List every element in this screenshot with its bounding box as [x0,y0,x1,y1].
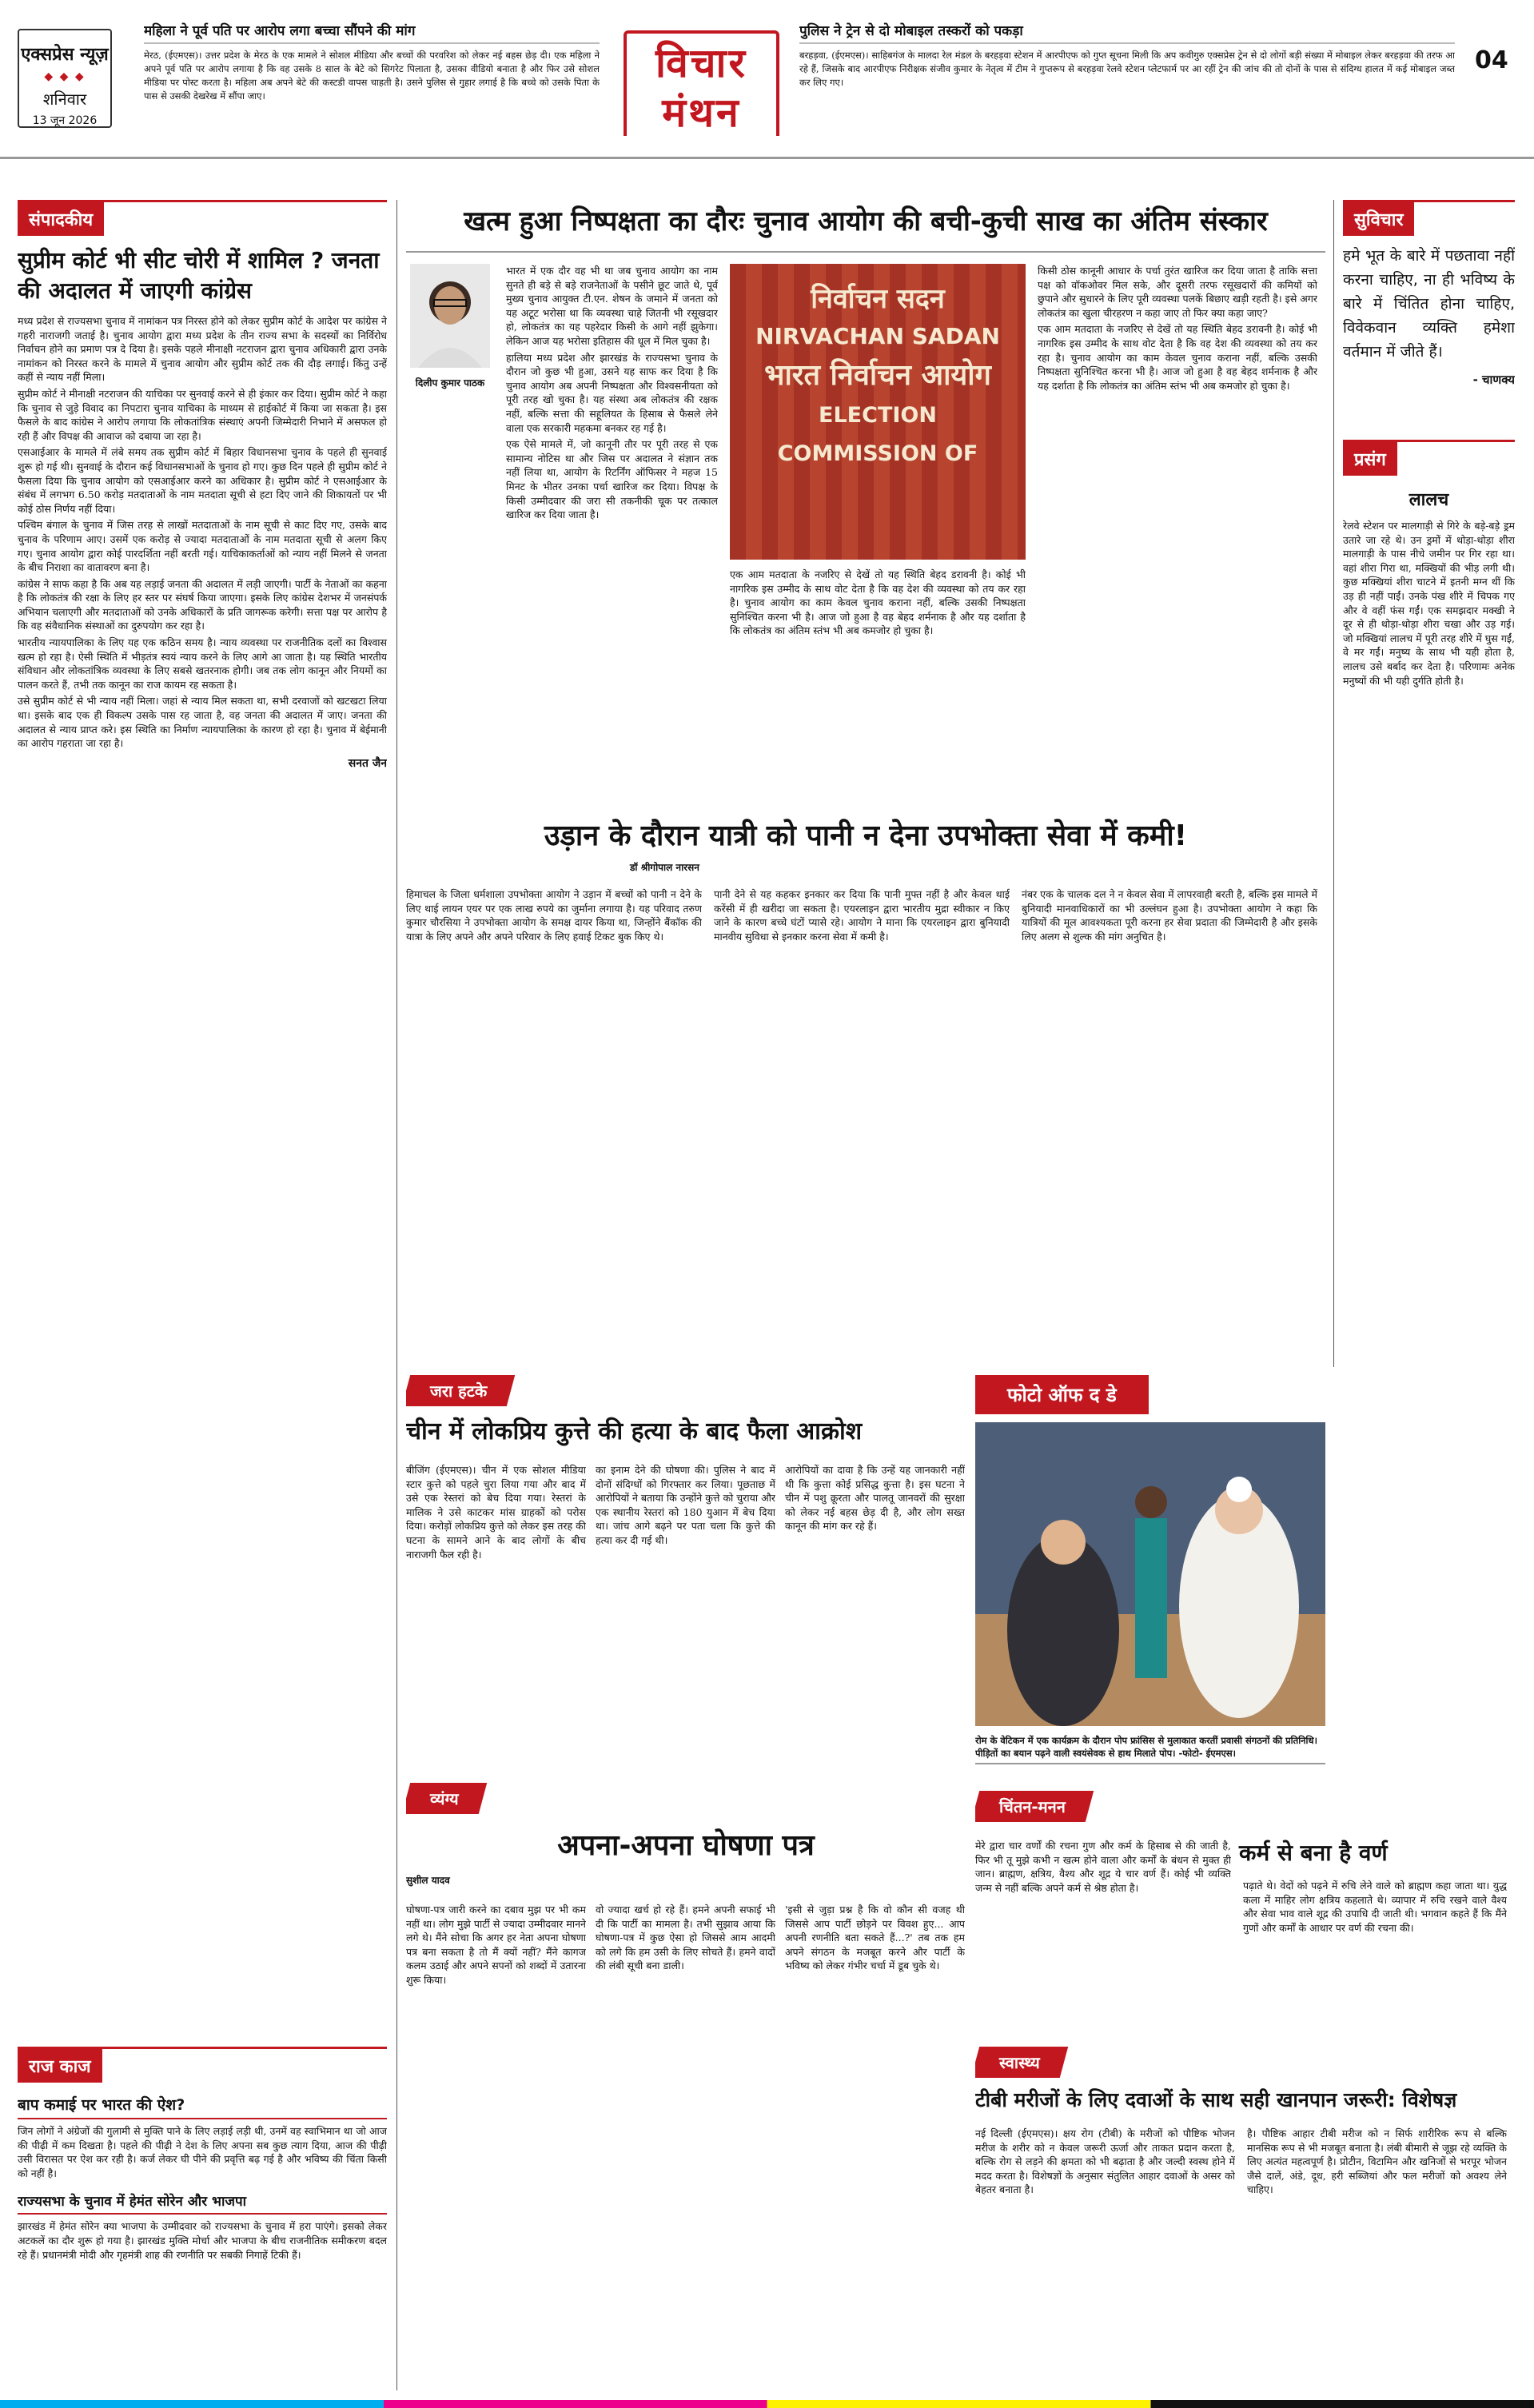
brief-body: बरहड़वा, (ईएमएस)। साहिबगंज के मालदा रेल मंडल के बरहड़वा स्टेशन में आरपीएफ को गुप्त सूचना मिली कि अप कवीगुरु एक्सप्रेस ट्रेन से दो लोगों बड़ी संख्या में मोबाइल लेकर बरहड़वा की तरफ आ रहे हैं, जिसके बाद आरपीएफ निरीक्षक संजीव कुमार के नेतृत्व में टीम ने गुप्तरूप से बरहड़वा रेलवे स्टेशन प्लेटफार्म पर आ रहीं ट्रेन की जांच की तो दोनों के पास से संदिग्ध हालत में कई मोबाइल जब्त कर लिए गए। [799,50,1455,88]
editorial-paragraph: कांग्रेस ने साफ कहा है कि अब यह लड़ाई जनता की अदालत में लड़ी जाएगी। पार्टी के नेताओं का कहना है कि लोकतंत्र की रक्षा के लिए हर स्तर पर संघर्ष किया जाएगा। इसके लिए कांग्रेस देशभर में जनसंपर्क अभियान चलाएगी और मतदाताओं को उनके अधिकारों के प्रति जागरूक करेगी। सत्ता पक्ष पर आरोप है कि वह संवैधानिक संस्थाओं का दुरुपयोग कर रहा है। [18,577,387,632]
chintan-label-text: चिंतन-मनन [999,1797,1066,1816]
jara-hatke-col-1 [406,1463,586,1743]
editorial-paragraph: सुप्रीम कोर्ट ने मीनाक्षी नटराजन की याचिका पर सुनवाई करने से ही इंकार कर दिया। सुप्रीम कोर्ट ने कहा कि चुनाव से जुड़े विवाद का निपटारा चुनाव याचिका के माध्यम से हाईकोर्ट में किया जा सकता है। इस फैसले के बाद कांग्रेस ने आरोप लगाया कि लोकतांत्रिक संस्थाएं अपनी जिम्मेदारी निभाने में असफल हो रही हैं और विपक्ष की आवाज को दबाया जा रहा है। [18,387,387,442]
brief-left [144,22,600,136]
editorial-author: सनत जैन [348,756,387,770]
suvichar [1343,200,1515,432]
jara-hatke-paragraph: बीजिंग (ईएमएस)। चीन में एक सोशल मीडिया स्टार कुत्ते को पहले चुरा लिया गया और बाद में उसे एक रेस्तरां को बेच दिया गया। रेस्तरां के मालिक ने उसे काटकर मांस ग्राहकों को परोस दिया। करोड़ों लोकप्रिय कुत्ते को लेकर इस तरह की घटना के सामने आने के बाद लोगों के बीच नाराजगी फैल रही है। [406,1464,586,1561]
consumer-col-3 [1022,887,1317,1351]
building-line-4: ELECTION COMMISSION OF [777,403,978,466]
vyangya-paragraph: 'इसी से जुड़ा प्रश्न है कि वो कौन सी वजह थी जिससे आप पार्टी छोड़ने पर विवश हुए... आप अपनी रणनीति बता सकते हैं...?' तब तक हम अपने संगठन के मजबूत करने और पार्टी के भविष्य को लेकर गंभीर चर्चा में डूब चुके थे। [785,1904,965,1972]
issue-day: शनिवार [42,90,87,109]
building-line-1: निर्वाचन सदन [811,283,945,315]
vyangya-col-2 [596,1903,775,2390]
masthead [0,0,1534,136]
consumer-paragraph: नंबर एक के चालक दल ने न केवल सेवा में लापरवाही बरती है, बल्कि इस मामले में बुनियादी मानवाधिकारों का भी उल्लंघन हुआ है। उपभोक्ता आयोग ने कहा कि यात्रियों की मूल आवश्यकता पूरी करना हर सेवा प्रदाता की जिम्मेदारी है और इसके लिए अलग से शुल्क की मांग अनुचित है। [1022,888,1317,943]
editorial-headline: सुप्रीम कोर्ट भी सीट चोरी में शामिल ? जनता की अदालत में जाएगी कांग्रेस [18,247,380,304]
vyangya-label [406,1783,487,1814]
election-commission-photo [730,264,1026,560]
health [975,2047,1511,2398]
raj-kaaj-item-title: राज्यसभा के चुनाव में हेमंत सोरेन और भाजपा [18,2191,387,2215]
chintan-manan [975,1791,1511,2031]
consumer-col-2 [714,887,1010,1351]
editorial-paragraph: उसे सुप्रीम कोर्ट से भी न्याय नहीं मिला। जहां से न्याय मिल सकता था, सभी दरवाजों को खटखटा लिया था। इसके बाद एक ही विकल्प उसके पास रह जाता है, वह जनता की अदालत में जाए। जनता की अदालत से न्याय प्राप्त करे। इस स्थिति का निर्माण न्यायपालिका के कारण हो रहा है। चुनाव में बेईमानी का आरोप गहराता जा रहा है। [18,695,387,750]
raj-kaaj-item-body: जिन लोगों ने अंग्रेजों की गुलामी से मुक्ति पाने के लिए लड़ाई लड़ी थी, उनमें वह स्वाभिमान था जो आज की पीढ़ी में कम दिखता है। पहले की पीढ़ी ने देश के लिए अपना सब कुछ त्याग दिया, आज की पीढ़ी उसी विरासत पर ऐश कर रही है। कर्ज लेकर घी पीने की प्रवृत्ति बढ़ गई है और भविष्य की चिंता किसी को नहीं है। [18,2125,387,2179]
photo-label: फोटो ऑफ द डे [975,1375,1149,1414]
chintan-col-2 [1243,1879,1507,2023]
chintan-headline: कर्म से बना है वर्ण [1239,1840,1388,1866]
chintan-col-1 [975,1839,1231,2023]
lead-paragraph: किसी ठोस कानूनी आधार के पर्चा तुरंत खारिज कर दिया जाता है ताकि सत्ता पक्ष को वॉकओवर मिल सके, और दूसरी तरफ रसूखदारों की कमियों को छुपाने और सुधारने के लिए पूरी व्यवस्था पलकें बिछाए खड़ी रहती है। इसे अगर लोकतंत्र का खुला चीरहरण न कहा जाए तो फिर क्या कहा जाए? [1038,265,1317,319]
author-portrait-icon [410,264,490,368]
vyangya-author: सुशील यादव [406,1875,450,1886]
jara-hatke-label-text: जरा हटके [430,1381,488,1401]
vyangya-col-1 [406,1903,586,2390]
color-registration-strip [0,2400,1534,2408]
health-label-text: स्वास्थ्य [999,2053,1040,2072]
vyangya-paragraph: वो ज्यादा खर्च हो रहे हैं। हमने अपनी सफाई भी दी कि पार्टी का मामला है। तभी सुझाव आया कि घोषणा-पत्र में कुछ ऐसा हो जिससे आम आदमी को लगे कि हम उसी के लिए सोचते हैं। हमने वादों की लंबी सूची बना डाली। [596,1904,775,1972]
editorial-paragraph: पश्चिम बंगाल के चुनाव में जिस तरह से लाखों मतदाताओं के नाम सूची से काट दिए गए, उसके बाद चुनाव के परिणाम आए। उसमें एक करोड़ से ज्यादा मतदाताओं के नाम मतदाता सूची से अलग किए गए। चुनाव आयोग द्वारा कोई पारदर्शिता नहीं बरती गई। याचिकाकर्ताओं को न्याय नहीं मिलने से जनता के बीच निराशा का वातावरण बना है। [18,519,387,574]
lead-author-name: दिलीप कुमार पाठक [415,377,485,389]
jara-hatke-col-3 [785,1463,965,1743]
vyangya-headline: अपना-अपना घोषणा पत्र [557,1829,815,1862]
consumer-story [406,815,1325,1359]
jara-hatke-paragraph: का इनाम देने की घोषणा की। पुलिस ने बाद में दोनों संदिग्धों को गिरफ्तार कर लिया। पूछताछ में आरोपियों ने बताया कि उन्होंने कुत्ते को चुराया और एक स्थानीय रेस्तरां को 180 युआन में बेच दिया था। जांच आगे बढ़ने पर पता चला कि कुत्ते की हत्या कर दी गई थी। [596,1464,775,1546]
prasang-headline: लालच [1408,490,1449,510]
consumer-author: डॉ श्रीगोपाल नारसन [630,862,699,873]
health-col-2 [1247,2127,1507,2390]
building-line-2: NIRVACHAN SADAN [755,323,1000,349]
photo-caption: रोम के वेटिकन में एक कार्यक्रम के दौरान पोप फ्रांसिस से मुलाकात करतीं प्रवासी संगठनों की प्रतिनिधि। पीड़ितों का बयान पढ़ने वाली स्वयंसेवक से हाथ मिलाते पोप। -फोटो- ईएमएस। [975,1734,1325,1764]
photo-of-the-day [975,1375,1325,1775]
issue-date: 13 जून 2026 [32,114,98,127]
editorial-label: संपादकीय [18,202,104,236]
jara-hatke-col-2 [596,1463,775,1743]
brand-name: एक्सप्रेस न्यूज़ [21,45,109,65]
vyangya-label-text: व्यंग्य [430,1789,459,1808]
suvichar-label: सुविचार [1343,202,1414,236]
lead-paragraph: एक ऐसे मामले में, जो कानूनी तौर पर पूरी तरह से एक सामान्य नोटिस था और जिस पर अदालत ने संज्ञान तक नहीं लिया था, आयोग के रिटर्निंग ऑफिसर ने महज 15 मिनट के भीतर उनका पर्चा खारिज कर दिया। विपक्ष के किसी उम्मीदवार की जरा सी तकनीकी चूक पर तत्काल खारिज कर दिया जाता है। [506,438,718,521]
vyangya-paragraph: घोषणा-पत्र जारी करने का दबाव मुझ पर भी कम नहीं था। लोग मुझे पार्टी से ज्यादा उम्मीदवार मानने लगे थे। मैंने सोचा कि अगर हर नेता अपना घोषणा पत्र बना सकता है तो मैं क्यों नहीं? मैंने कागज कलम उठाई और अपने सपनों को शब्दों में उतारना शुरू किया। [406,1904,586,1986]
brief-title: पुलिस ने ट्रेन से दो मोबाइल तस्करों को पकड़ा [799,22,1455,44]
brief-body: मेरठ, (ईएमएस)। उत्तर प्रदेश के मेरठ के एक मामले ने सोशल मीडिया और बच्चों की परवरिश को लेकर नई बहस छेड़ दी। एक महिला ने अपने पूर्व पति पर आरोप लगाया है कि वह उसके 8 साल के बेटे को सिगरेट पिलाता है, उसका वीडियो बनाता है और फिर उसे सोशल मीडिया पर पोस्ट करता है। महिला अब अपने बेटे की कस्टडी वापस चाहती है। उसने पुलिस से गुहार लगाई है कि बच्चे को उसके पिता के पास से उसकी देखरेख में सौंपा जाए। [144,50,600,102]
lead-col-3 [1038,264,1317,847]
chintan-label [975,1791,1094,1822]
vyangya-col-3 [785,1903,965,2390]
health-col-1 [975,2127,1235,2390]
lead-paragraph: हालिया मध्य प्रदेश और झारखंड के राज्यसभा चुनाव के दौरान जो कुछ भी हुआ, उसने यह साफ कर दिया है कि चुनाव आयोग अब अपनी निष्पक्षता और विश्वसनीयता को पूरी तरह खो चुका है। यह संस्था अब लोकतंत्र की रक्षक नहीं, बल्कि सत्ता की सहूलियत के हिसाब से फैसले लेने वाला एक सरकारी महकमा बनकर रह गई है। [506,351,718,434]
consumer-paragraph: हिमाचल के जिला धर्मशाला उपभोक्ता आयोग ने उड़ान में बच्चों को पानी न देने के लिए थाई लायन एयर पर एक लाख रुपये का जुर्माना लगाया है। यह परिवाद तरुण कुमार चौरसिया ने उपभोक्ता आयोग के समक्ष दायर किया था, जिन्होंने बैंकॉक की यात्रा के लिए अपने और अपने परिवार के लिए हवाई टिकट बुक किए थे। [406,888,702,943]
vyangya [406,1783,966,2398]
building-line-3: भारत निर्वाचन आयोग [764,359,991,392]
brand-dots-icon: ◆ ◆ ◆ [44,70,86,83]
prasang-text: रेलवे स्टेशन पर मालगाड़ी से गिरे के बड़े-बड़े ड्रम उतारे जा रहे थे। उन ड्रमों में थोड़ा-थोड़ा शीरा मालगाड़ी के पास नीचे जमीन पर गिर रहा था। वहां शीरा गिरा था, मक्खियों की भीड़ लगी थी। कुछ मक्खियां शीरा चाटने में इतनी मग्न थीं कि उड़ ही नहीं पाईं। उनके पंख शीरे में चिपक गए और वे वहीं फंस गईं। एक समझदार मक्खी ने दूर से ही थोड़ा-थोड़ा शीरा चखा और उड़ गई। जो मक्खियां लालच में पूरी तरह शीरे में घुस गईं, वे मर गईं। मनुष्य के साथ भी यही होता है, लालच उसे बर्बाद कर देता है। परिणामः अनेक मनुष्यों की भी यही दुर्गति होती है। [1343,520,1515,687]
logo-line-2: मंथन [662,90,741,136]
suvichar-author: - चाणक्य [1472,373,1515,387]
raj-kaaj [18,2047,387,2398]
lead-author [406,264,494,432]
raj-kaaj-item-title: बाप कमाई पर भारत की ऐश? [18,2094,387,2119]
raj-kaaj-label: राज काज [18,2049,102,2083]
health-label [975,2047,1068,2078]
raj-kaaj-item-body: झारखंड में हेमंत सोरेन क्या भाजपा के उम्मीदवार को राज्यसभा के चुनाव में हरा पाएंगे। इसको लेकर अटकलें का दौर शुरू हो गया है। झारखंड मुक्ति मोर्चा और भाजपा के बीच राजनीतिक समीकरण बदल रहे हैं। प्रधानमंत्री मोदी और गृहमंत्री शाह की रणनीति पर सबकी निगाहें टिकी हैं। [18,2220,387,2261]
column-divider [1333,200,1334,1367]
jara-hatke-paragraph: आरोपियों का दावा है कि उन्हें यह जानकारी नहीं थी कि कुत्ता कोई प्रसिद्ध कुत्ता है। इस घटना ने चीन में पशु क्रूरता और पालतू जानवरों की सुरक्षा को लेकर नई बहस छेड़ दी है, और लोग सख्त कानून की मांग कर रहे हैं। [785,1464,965,1533]
editorial [18,200,387,2031]
suvichar-text: हमे भूत के बारे में पछतावा नहीं करना चाहिए, ना ही भविष्य के बारे में चिंतित होना चाहिए, विवेकवान व्यक्ति हमेशा वर्तमान में जीते हैं। [1343,247,1515,361]
jara-hatke-label [406,1375,515,1406]
lead-col-1 [506,264,718,847]
masthead-divider [0,157,1534,159]
column-divider [396,200,397,2390]
consumer-headline: उड़ान के दौरान यात्री को पानी न देना उपभोक्ता सेवा में कमी! [544,819,1188,852]
brief-title: महिला ने पूर्व पति पर आरोप लगा बच्चा सौंपने की मांग [144,22,600,44]
consumer-paragraph: पानी देने से यह कहकर इनकार कर दिया कि पानी मुफ्त नहीं है और केवल थाई करेंसी में ही खरीदा जा सकता है। एयरलाइन द्वारा भारतीय मुद्रा स्वीकार न किए जाने के कारण बच्चे घंटों प्यासे रहे। आयोग ने माना कि एयरलाइन द्वारा बुनियादी मानवीय सुविधा से इनकार करना सेवा में कमी है। [714,888,1010,943]
health-paragraph: नई दिल्ली (ईएमएस)। क्षय रोग (टीबी) के मरीजों को पौष्टिक भोजन मरीज के शरीर को न केवल जरूरी ऊर्जा और ताकत प्रदान करता है, बल्कि रोग से लड़ने की क्षमता को भी बढ़ाता है और जल्दी स्वस्थ होने में मदद करता है। विशेषज्ञों के अनुसार संतुलित आहार दवाओं के असर को बेहतर बनाता है। [975,2127,1235,2196]
prasang [1343,440,1515,1367]
brief-right [799,22,1455,136]
editorial-body [18,314,387,751]
lead-paragraph: भारत में एक दौर वह भी था जब चुनाव आयोग का नाम सुनते ही बड़े से बड़े राजनेताओं के पसीने छूट जाते थे, पूर्व मुख्य चुनाव आयुक्त टी.एन. शेषन के जमाने में जनता को यह अटूट भरोसा था कि व्यवस्था चाहे जितनी भी रसूखदार हो, लोकतंत्र का यह पहरेदार किसी के आगे नहीं झुकेगा। लेकिन आज यह भरोसा इतिहास की धूल में मिल चुका है। [506,265,718,347]
lead-paragraph: एक आम मतदाता के नजरिए से देखें तो यह स्थिति बेहद डरावनी है। कोई भी नागरिक इस उम्मीद के साथ वोट देता है कि वह देश की व्यवस्था को तय कर रहा है। चुनाव आयोग का काम केवल चुनाव कराना नहीं, बल्कि उसकी निष्पक्षता सुनिश्चित करना भी है। आज जो हुआ है वह बेहद शर्मनाक है और यह दर्शाता है कि लोकतंत्र का अंतिम स्तंभ भी अब कमजोर हो चुका है। [1038,323,1317,392]
logo-line-1: विचार [655,40,747,86]
editorial-paragraph: भारतीय न्यायपालिका के लिए यह एक कठिन समय है। न्याय व्यवस्था पर राजनीतिक दलों का विश्वास खत्म हो रहा है। ऐसी स्थिति में भीड़तंत्र स्वयं न्याय करने के लिए आगे आ जाता है। यह स्थिति भारतीय संविधान और लोकतांत्रिक व्यवस्था के लिए सबसे खतरनाक होगी। जब तक लोग कानून और नियमों का पालन करते हैं, तभी तक कानून का राज कायम रह सकता है। [18,636,387,691]
editorial-paragraph: मध्य प्रदेश से राज्यसभा चुनाव में नामांकन पत्र निरस्त होने को लेकर सुप्रीम कोर्ट के आदेश पर कांग्रेस ने गहरी नाराजगी जताई है। चुनाव आयोग द्वारा मध्य प्रदेश के तीन राज्य सभा के सदस्यों का निर्विरोध निर्वाचन होने का प्रमाण पत्र दे दिया है। इसके पहले मीनाक्षी नटराजन द्वारा चुनाव अधिकारी द्वारा उनके नामांकन को निरस्त करने के मामले में चुनाव आयोग और सुप्रीम कोर्ट तक की दौड़ लगाई। किंतु उन्हें कहीं से न्याय नहीं मिला। [18,315,387,384]
chintan-paragraph: मेरे द्वारा चार वर्णों की रचना गुण और कर्म के हिसाब से की जाती है, फिर भी तू मुझे कभी न खत्म होने वाला और कर्मों के बंधन से मुक्त ही जान। ब्राह्मण, क्षत्रिय, वैश्य और शूद्र ये चार वर्ण हैं। कोई भी व्यक्ति जन्म से नहीं बल्कि अपने कर्म से श्रेष्ठ होता है। [975,1840,1231,1894]
brand-box [18,29,112,128]
section-logo [624,30,779,136]
lead-headline: खत्म हुआ निष्पक्षता का दौरः चुनाव आयोग की बची-कुची साख का अंतिम संस्कार [406,200,1325,253]
building-signage [738,280,1018,473]
editorial-paragraph: एसआईआर के मामले में लंबे समय तक सुप्रीम कोर्ट में बिहार विधानसभा चुनाव के पहले ही सुनवाई शुरू हो गई थी। सुनवाई के दौरान कई विधानसभाओं के चुनाव हो गए। कुछ दिन पहले ही सुप्रीम कोर्ट ने फैसला दिया कि चुनाव आयोग को एसआईआर करने का अधिकार है। सुप्रीम कोर्ट ने एसआईआर के संबंध में लगभग 6.50 करोड़ मतदाताओं के नाम मतदाता सूची से हटा दिए जाने की शिकायतों पर भी कोई ठोस निर्णय नहीं दिया। [18,446,387,515]
lead-paragraph: एक आम मतदाता के नजरिए से देखें तो यह स्थिति बेहद डरावनी है। कोई भी नागरिक इस उम्मीद के साथ वोट देता है कि वह देश की व्यवस्था को तय कर रहा है। चुनाव आयोग का काम केवल चुनाव कराना नहीं, बल्कि उसकी निष्पक्षता सुनिश्चित करना भी है। आज जो हुआ है वह बेहद शर्मनाक है और यह दर्शाता है कि लोकतंत्र का अंतिम स्तंभ भी अब कमजोर हो चुका है। [730,568,1026,637]
page-number: 04 [1475,46,1508,74]
chintan-paragraph: पढ़ाते थे। वेदों को पढ़ने में रुचि लेने वाले को ब्राह्मण कहा जाता था। युद्ध कला में माहिर लोग क्षत्रिय कहलाते थे। व्यापार में रुचि रखने वाले वैश्य और सेवा भाव वाले शूद्र की उपाधि दी जाती थी। भगवान कहते हैं कि मैंने गुणों और कर्मों के आधार पर वर्ण की रचना की। [1243,1880,1507,1934]
health-headline: टीबी मरीजों के लिए दवाओं के साथ सही खानपान जरूरी: विशेषज्ञ [975,2088,1457,2111]
prasang-label: प्रसंग [1343,442,1397,476]
consumer-col-1 [406,887,702,1351]
pope-meeting-photo [975,1422,1325,1726]
jara-hatke-headline: चीन में लोकप्रिय कुत्ते की हत्या के बाद फैला आक्रोश [406,1417,863,1445]
jara-hatke [406,1375,966,1751]
health-paragraph: है। पौष्टिक आहार टीबी मरीज को न सिर्फ शारीरिक रूप से बल्कि मानसिक रूप से भी मजबूत बनाता है। लंबी बीमारी से जूझ रहे व्यक्ति के लिए अत्यंत महत्वपूर्ण है। प्रोटीन, विटामिन और खनिजों से भरपूर भोजन जैसे दालें, अंडे, दूध, हरी सब्जियां और फल मरीजों को अवश्य लेने चाहिए। [1247,2127,1507,2196]
lead-col-2 [730,568,1026,847]
lead-story [406,200,1325,855]
